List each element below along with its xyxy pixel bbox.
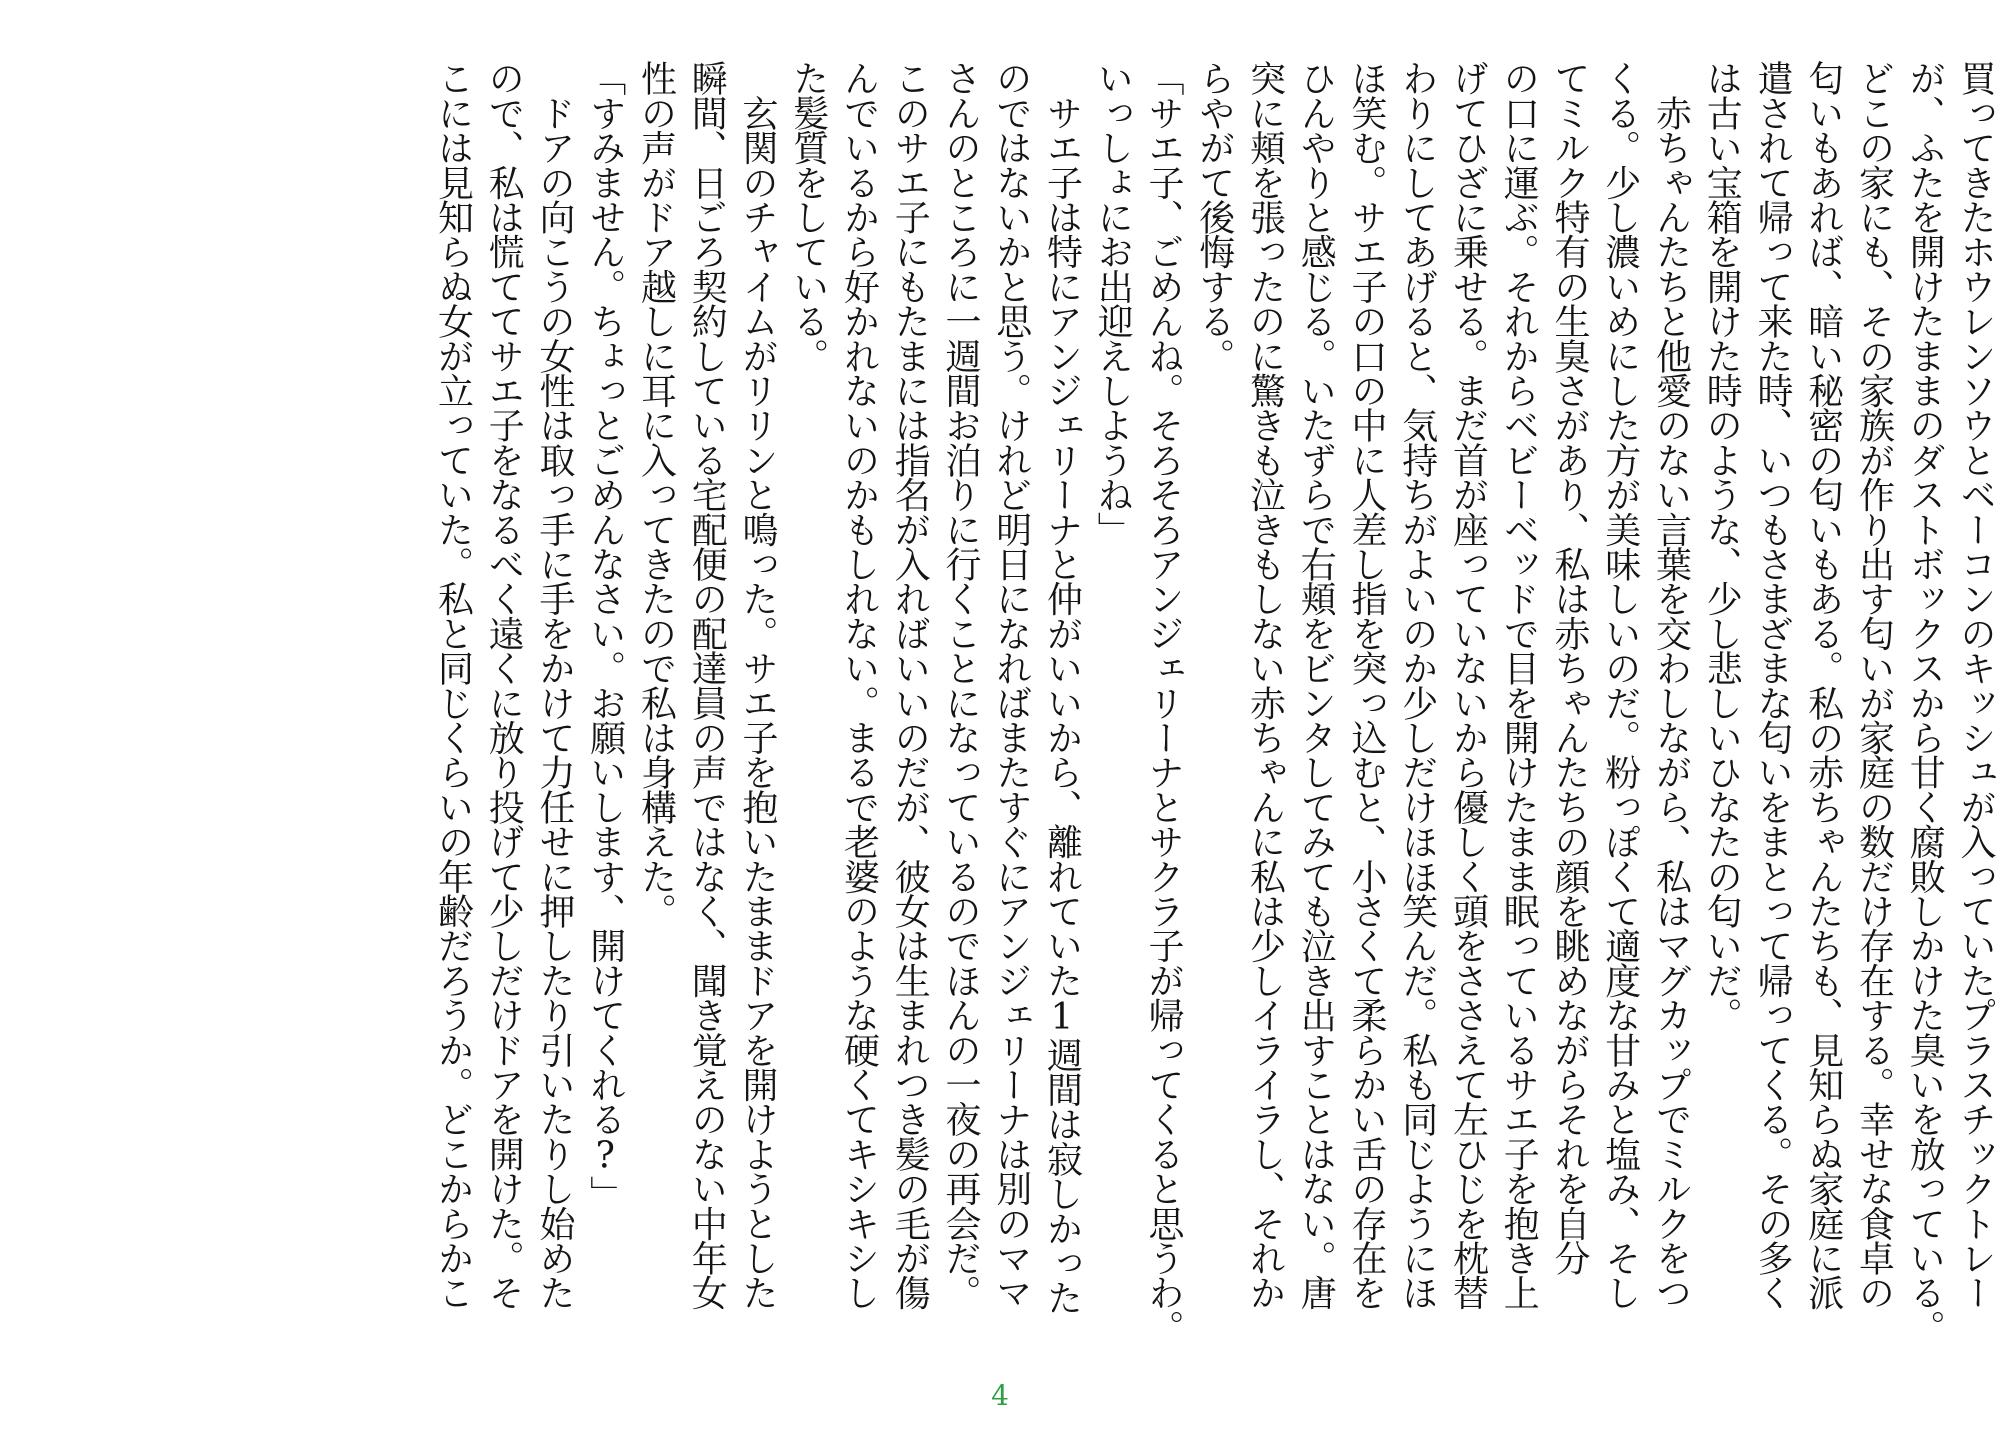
text-line: いっしょにお出迎えしようね」 bbox=[1092, 60, 1134, 546]
text-line: らやがて後悔する。 bbox=[1193, 60, 1235, 373]
page-number: 4 bbox=[991, 1379, 1009, 1412]
text-line: てミルク特有の生臭さがあり、私は赤ちゃんたちの顔を眺めながらそれを自分 bbox=[1549, 60, 1590, 1275]
text-line: 遣されて帰って来た時、いつもさまざまな匂いをまとって帰ってくる。その多く bbox=[1752, 60, 1793, 1310]
text-line: ドアの向こうの女性は取っ手に手をかけて力任せに押したり引いたりし始めた bbox=[534, 60, 575, 1310]
text-line: くる。少し濃いめにした方が美味しいのだ。粉っぽくて適度な甘みと塩み、そし bbox=[1599, 60, 1641, 1310]
text-line: 「すみません。ちょっとごめんなさい。お願いします、開けてくれる?」 bbox=[584, 60, 626, 1211]
text-line: 玄関のチャイムがリリンと鳴った。サエ子を抱いたままドアを開けようとした bbox=[737, 60, 778, 1310]
text-line: わりにしてあげると、気持ちがよいのか少しだけほほ笑んだ。私も同じようにほ bbox=[1396, 60, 1438, 1310]
text-line: は古い宝箱を開けた時のような、少し悲しいひなたの匂いだ。 bbox=[1701, 60, 1743, 1032]
text-line: サエ子は特にアンジェリーナと仲がいいから、離れていた1週間は寂しかった bbox=[1041, 60, 1083, 1315]
text-line: 買ってきたホウレンソウとベーコンのキッシュが入っていたプラスチックトレー bbox=[1955, 60, 1996, 1310]
text-line: のではないかと思う。けれど明日になればまたすぐにアンジェリーナは別のママ bbox=[990, 60, 1032, 1310]
body-text bbox=[10, 60, 2000, 1380]
text-line: 「サエ子、ごめんね。そろそろアンジェリーナとサクラ子が帰ってくると思うわ。 bbox=[1143, 60, 1184, 1344]
text-line: 赤ちゃんたちと他愛のない言葉を交わしながら、私はマグカップでミルクをつ bbox=[1650, 60, 1692, 1310]
text-line: の口に運ぶ。それからベビーベッドで目を開けたまま眠っているサエ子を抱き上 bbox=[1498, 60, 1540, 1310]
text-line: このサエ子にもたまには指名が入ればいいのだが、彼女は生まれつき髪の毛が傷 bbox=[889, 60, 931, 1310]
text-line: 突に頬を張ったのに驚きも泣きもしない赤ちゃんに私は少しイライラし、それか bbox=[1244, 60, 1286, 1310]
text-line: んでいるから好かれないのかもしれない。まるで老婆のような硬くてキシキシし bbox=[838, 60, 880, 1310]
text-line: 性の声がドア越しに耳に入ってきたので私は身構えた。 bbox=[635, 60, 677, 928]
text-line: た髪質をしている。 bbox=[787, 60, 829, 373]
text-line: ほ笑む。サエ子の口の中に人差し指を突っ込むと、小さくて柔らかい舌の存在を bbox=[1346, 60, 1387, 1310]
text-line: 匂いもあれば、暗い秘密の匂いもある。私の赤ちゃんたちも、見知らぬ家庭に派 bbox=[1802, 60, 1844, 1310]
text-line: こには見知らぬ女が立っていた。私と同じくらいの年齢だろうか。どこからかこ bbox=[432, 60, 474, 1310]
text-line: ひんやりと感じる。いたずらで右頬をビンタしてみても泣き出すことはない。唐 bbox=[1295, 60, 1337, 1310]
text-line: どこの家にも、その家族が作り出す匂いが家庭の数だけ存在する。幸せな食卓の bbox=[1853, 60, 1895, 1310]
text-line: 瞬間、日ごろ契約している宅配便の配達員の声ではなく、聞き覚えのない中年女 bbox=[686, 60, 728, 1310]
text-line: が、ふたを開けたままのダストボックスから甘く腐敗しかけた臭いを放っている。 bbox=[1904, 60, 1946, 1344]
text-line: さんのところに一週間お泊りに行くことになっているのでほんの一夜の再会だ。 bbox=[940, 60, 981, 1310]
text-line: ので、私は慌ててサエ子をなるべく遠くに放り投げて少しだけドアを開けた。そ bbox=[483, 60, 525, 1310]
text-line: げてひざに乗せる。まだ首が座っていないから優しく頭をささえて左ひじを枕替 bbox=[1447, 60, 1489, 1310]
